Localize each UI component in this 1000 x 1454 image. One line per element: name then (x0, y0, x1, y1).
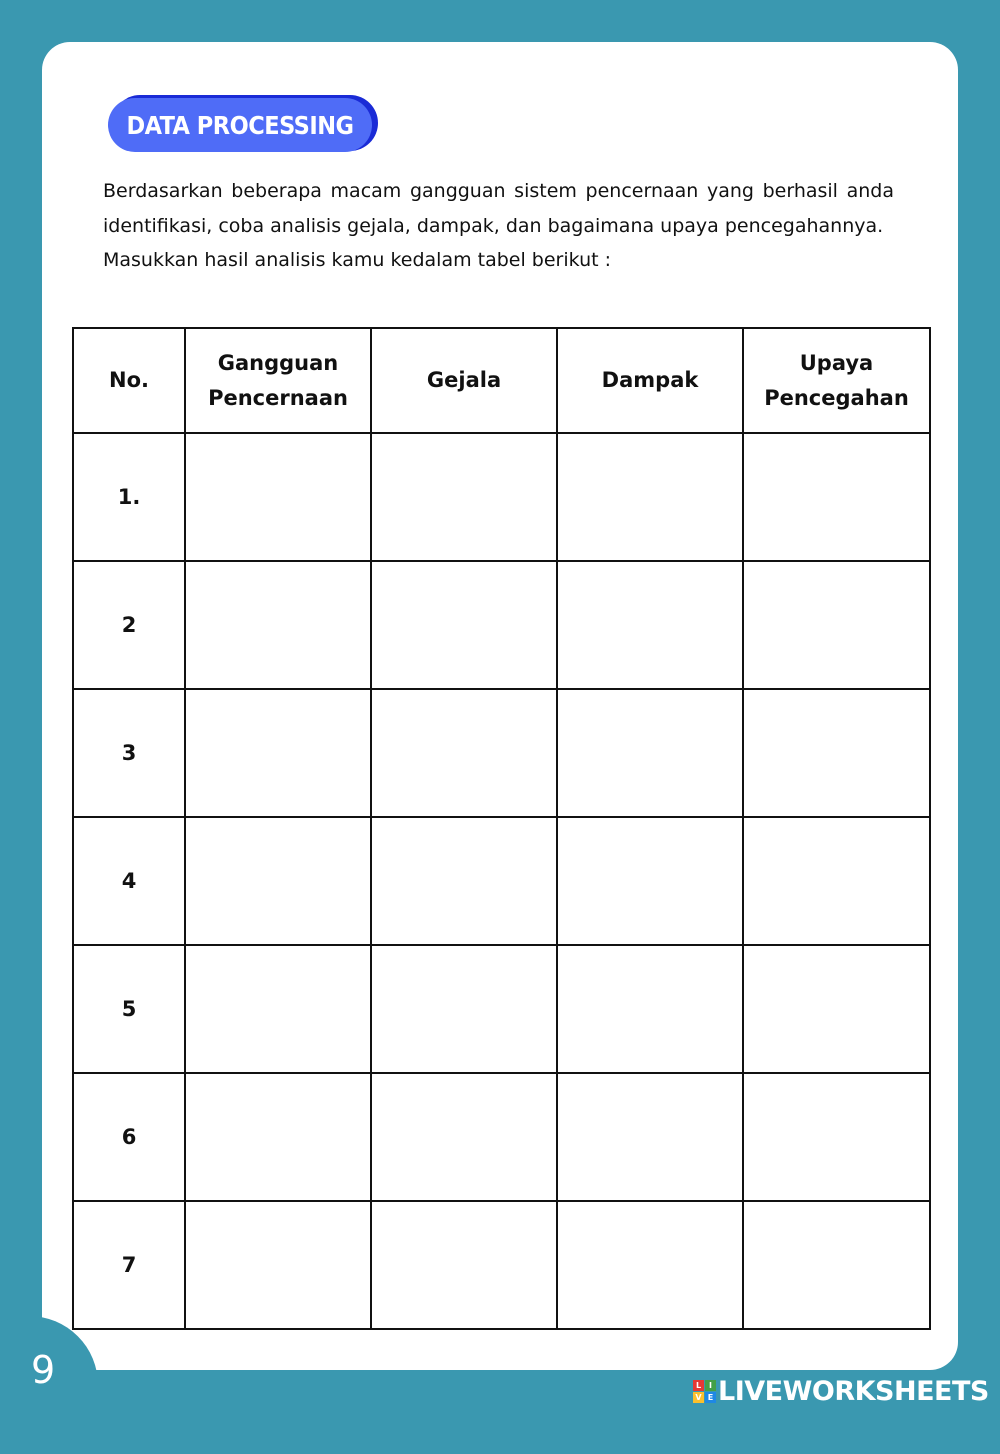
row-number: 4 (73, 817, 185, 945)
dampak-cell[interactable] (557, 433, 743, 561)
gejala-cell[interactable] (371, 1073, 557, 1201)
header-dampak: Dampak (557, 328, 743, 433)
row-number: 7 (73, 1201, 185, 1329)
table-row (73, 561, 930, 689)
logo-letter: E (705, 1392, 716, 1403)
table-row (73, 1073, 930, 1201)
row-number: 2 (73, 561, 185, 689)
dampak-cell[interactable] (557, 817, 743, 945)
table-header-row (73, 328, 930, 433)
dampak-cell[interactable] (557, 1201, 743, 1329)
dampak-cell[interactable] (557, 1073, 743, 1201)
upaya-cell[interactable] (743, 561, 930, 689)
brand-name: LIVEWORKSHEETS (718, 1375, 989, 1407)
section-label: DATA PROCESSING (108, 98, 372, 152)
upaya-cell[interactable] (743, 945, 930, 1073)
liveworksheets-brand[interactable] (693, 1376, 989, 1406)
row-number: 5 (73, 945, 185, 1073)
table-row (73, 433, 930, 561)
header-gangguan: Gangguan Pencernaan (185, 328, 371, 433)
header-gejala: Gejala (371, 328, 557, 433)
header-no: No. (73, 328, 185, 433)
gejala-cell[interactable] (371, 1201, 557, 1329)
table-row (73, 817, 930, 945)
gejala-cell[interactable] (371, 561, 557, 689)
gangguan-cell[interactable] (185, 1073, 371, 1201)
instruction-paragraph-2: Masukkan hasil analisis kamu kedalam tabel berikut : (103, 249, 611, 271)
gejala-cell[interactable] (371, 689, 557, 817)
table-row (73, 945, 930, 1073)
gejala-cell[interactable] (371, 433, 557, 561)
upaya-cell[interactable] (743, 433, 930, 561)
analysis-table (72, 327, 931, 1330)
row-number: 3 (73, 689, 185, 817)
upaya-cell[interactable] (743, 1201, 930, 1329)
gejala-cell[interactable] (371, 817, 557, 945)
table-row (73, 1201, 930, 1329)
dampak-cell[interactable] (557, 945, 743, 1073)
liveworksheets-logo-icon (693, 1380, 716, 1403)
dampak-cell[interactable] (557, 689, 743, 817)
header-upaya: Upaya Pencegahan (743, 328, 930, 433)
upaya-cell[interactable] (743, 817, 930, 945)
row-number: 6 (73, 1073, 185, 1201)
dampak-cell[interactable] (557, 561, 743, 689)
instruction-paragraph: Berdasarkan beberapa macam gangguan sistem pencernaan yang berhasil anda identifikasi, coba analisis gejala, dampak, dan bagaimana upaya pencegahannya. (103, 180, 894, 237)
page-number: 9 (31, 1348, 56, 1392)
table-row (73, 689, 930, 817)
logo-letter: L (693, 1380, 704, 1391)
instructions (103, 174, 894, 278)
logo-letter: V (693, 1392, 704, 1403)
gangguan-cell[interactable] (185, 945, 371, 1073)
gangguan-cell[interactable] (185, 817, 371, 945)
gangguan-cell[interactable] (185, 561, 371, 689)
logo-letter: I (705, 1380, 716, 1391)
upaya-cell[interactable] (743, 689, 930, 817)
row-number: 1. (73, 433, 185, 561)
gangguan-cell[interactable] (185, 433, 371, 561)
gangguan-cell[interactable] (185, 689, 371, 817)
gangguan-cell[interactable] (185, 1201, 371, 1329)
upaya-cell[interactable] (743, 1073, 930, 1201)
gejala-cell[interactable] (371, 945, 557, 1073)
